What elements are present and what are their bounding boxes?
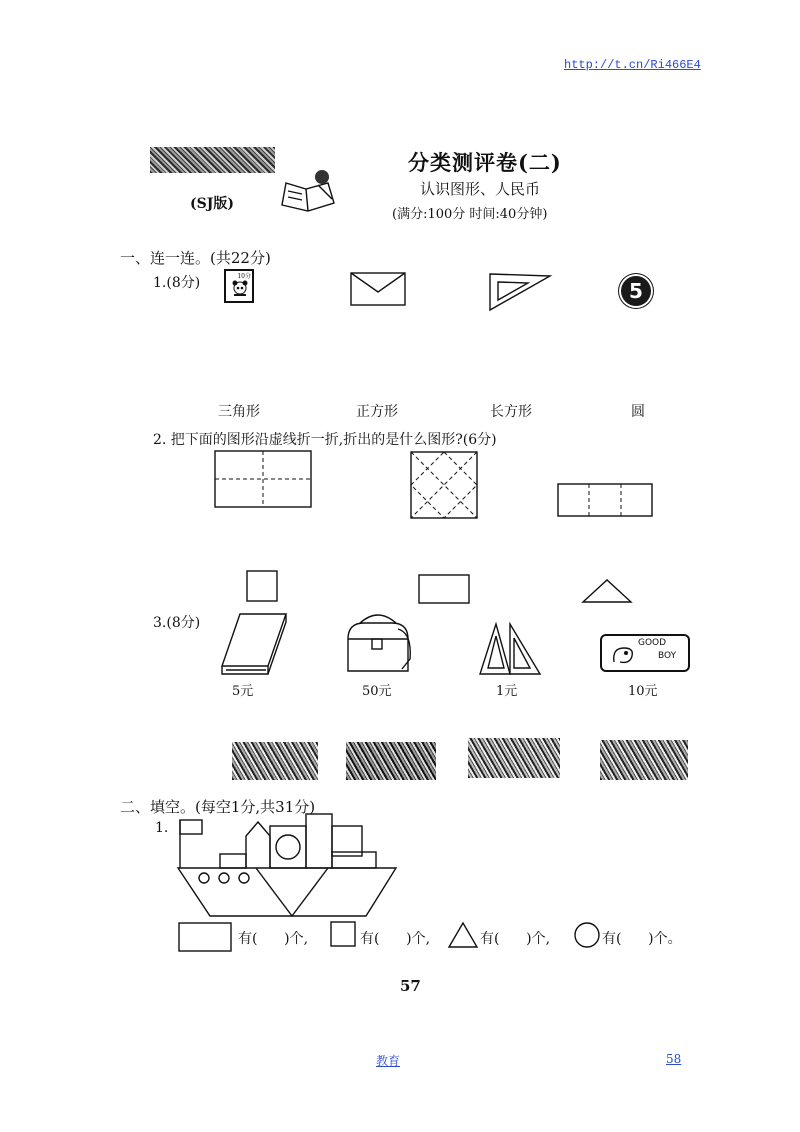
triangle-shape-symbol (448, 922, 478, 948)
fold-figure-rectangle (214, 450, 312, 508)
pencil-case-text-good: GOOD (638, 638, 667, 648)
answer-rectangle-shape (418, 574, 470, 604)
score-time-info: (满分:100分 时间:40分钟) (392, 207, 548, 222)
edition-banner (150, 147, 275, 173)
stamp-image (224, 269, 254, 303)
banknote-image-2 (346, 742, 436, 780)
panda-icon (229, 279, 251, 299)
ship-figure (170, 808, 400, 918)
pencil-case-text-boy: BOY (658, 651, 677, 661)
shape-label-triangle: 三角形 (218, 404, 260, 420)
page-title: 分类测评卷(二) (408, 150, 562, 175)
banknote-image-3 (468, 738, 560, 778)
book-icon (220, 612, 288, 678)
set-square-icon (488, 272, 552, 312)
fold-figure-square (410, 451, 478, 519)
stamp-value: 10分 (237, 273, 251, 280)
coin-value: 5 (629, 279, 643, 303)
fold-figure-strip (557, 483, 653, 517)
triangle-count-blank[interactable]: 有( )个, (480, 931, 551, 947)
rect-shape-symbol (178, 922, 232, 952)
section-2-heading: 二、填空。(每空1分,共31分) (120, 798, 316, 816)
price-set-squares: 1元 (496, 684, 518, 699)
circle-count-blank[interactable]: 有( )个。 (602, 931, 682, 947)
question-1-label: 1.(8分) (153, 275, 201, 291)
footer-page-link[interactable]: 58 (666, 1052, 682, 1066)
source-url-link[interactable]: http://t.cn/Ri466E4 (564, 58, 701, 72)
coin-5-icon (621, 276, 651, 306)
shape-label-square: 正方形 (356, 404, 398, 420)
price-book: 5元 (232, 684, 254, 699)
fill-question-1-label: 1. (155, 820, 169, 836)
question-2-label: 2. 把下面的图形沿虚线折一折,折出的是什么图形?(6分) (153, 432, 497, 448)
shape-label-rectangle: 长方形 (490, 404, 532, 420)
shape-label-circle: 圆 (631, 404, 645, 420)
page-subtitle: 认识图形、人民币 (420, 180, 541, 198)
cartoon-creature-icon (610, 642, 638, 666)
footer-link-education[interactable]: 教育 (376, 1054, 401, 1068)
envelope-icon (350, 272, 406, 306)
question-3-label: 3.(8分) (153, 615, 201, 631)
pencil-case-image (600, 634, 690, 672)
rect-count-blank[interactable]: 有( )个, (238, 931, 309, 947)
square-shape-symbol (330, 921, 356, 947)
page-number: 57 (400, 977, 421, 995)
edition-label: (SJ版) (190, 196, 234, 212)
banknote-image-4 (600, 740, 688, 780)
circle-shape-symbol (574, 922, 600, 948)
reading-book-illustration (278, 165, 348, 215)
banknote-image-1 (232, 742, 318, 780)
section-1-heading: 一、连一连。(共22分) (120, 249, 271, 267)
answer-triangle-shape (582, 578, 632, 604)
square-count-blank[interactable]: 有( )个, (360, 931, 431, 947)
price-schoolbag: 50元 (362, 684, 392, 699)
schoolbag-icon (342, 609, 414, 677)
answer-square-shape (246, 570, 278, 602)
set-squares-icon (478, 622, 542, 676)
price-pencil-case: 10元 (628, 684, 658, 699)
